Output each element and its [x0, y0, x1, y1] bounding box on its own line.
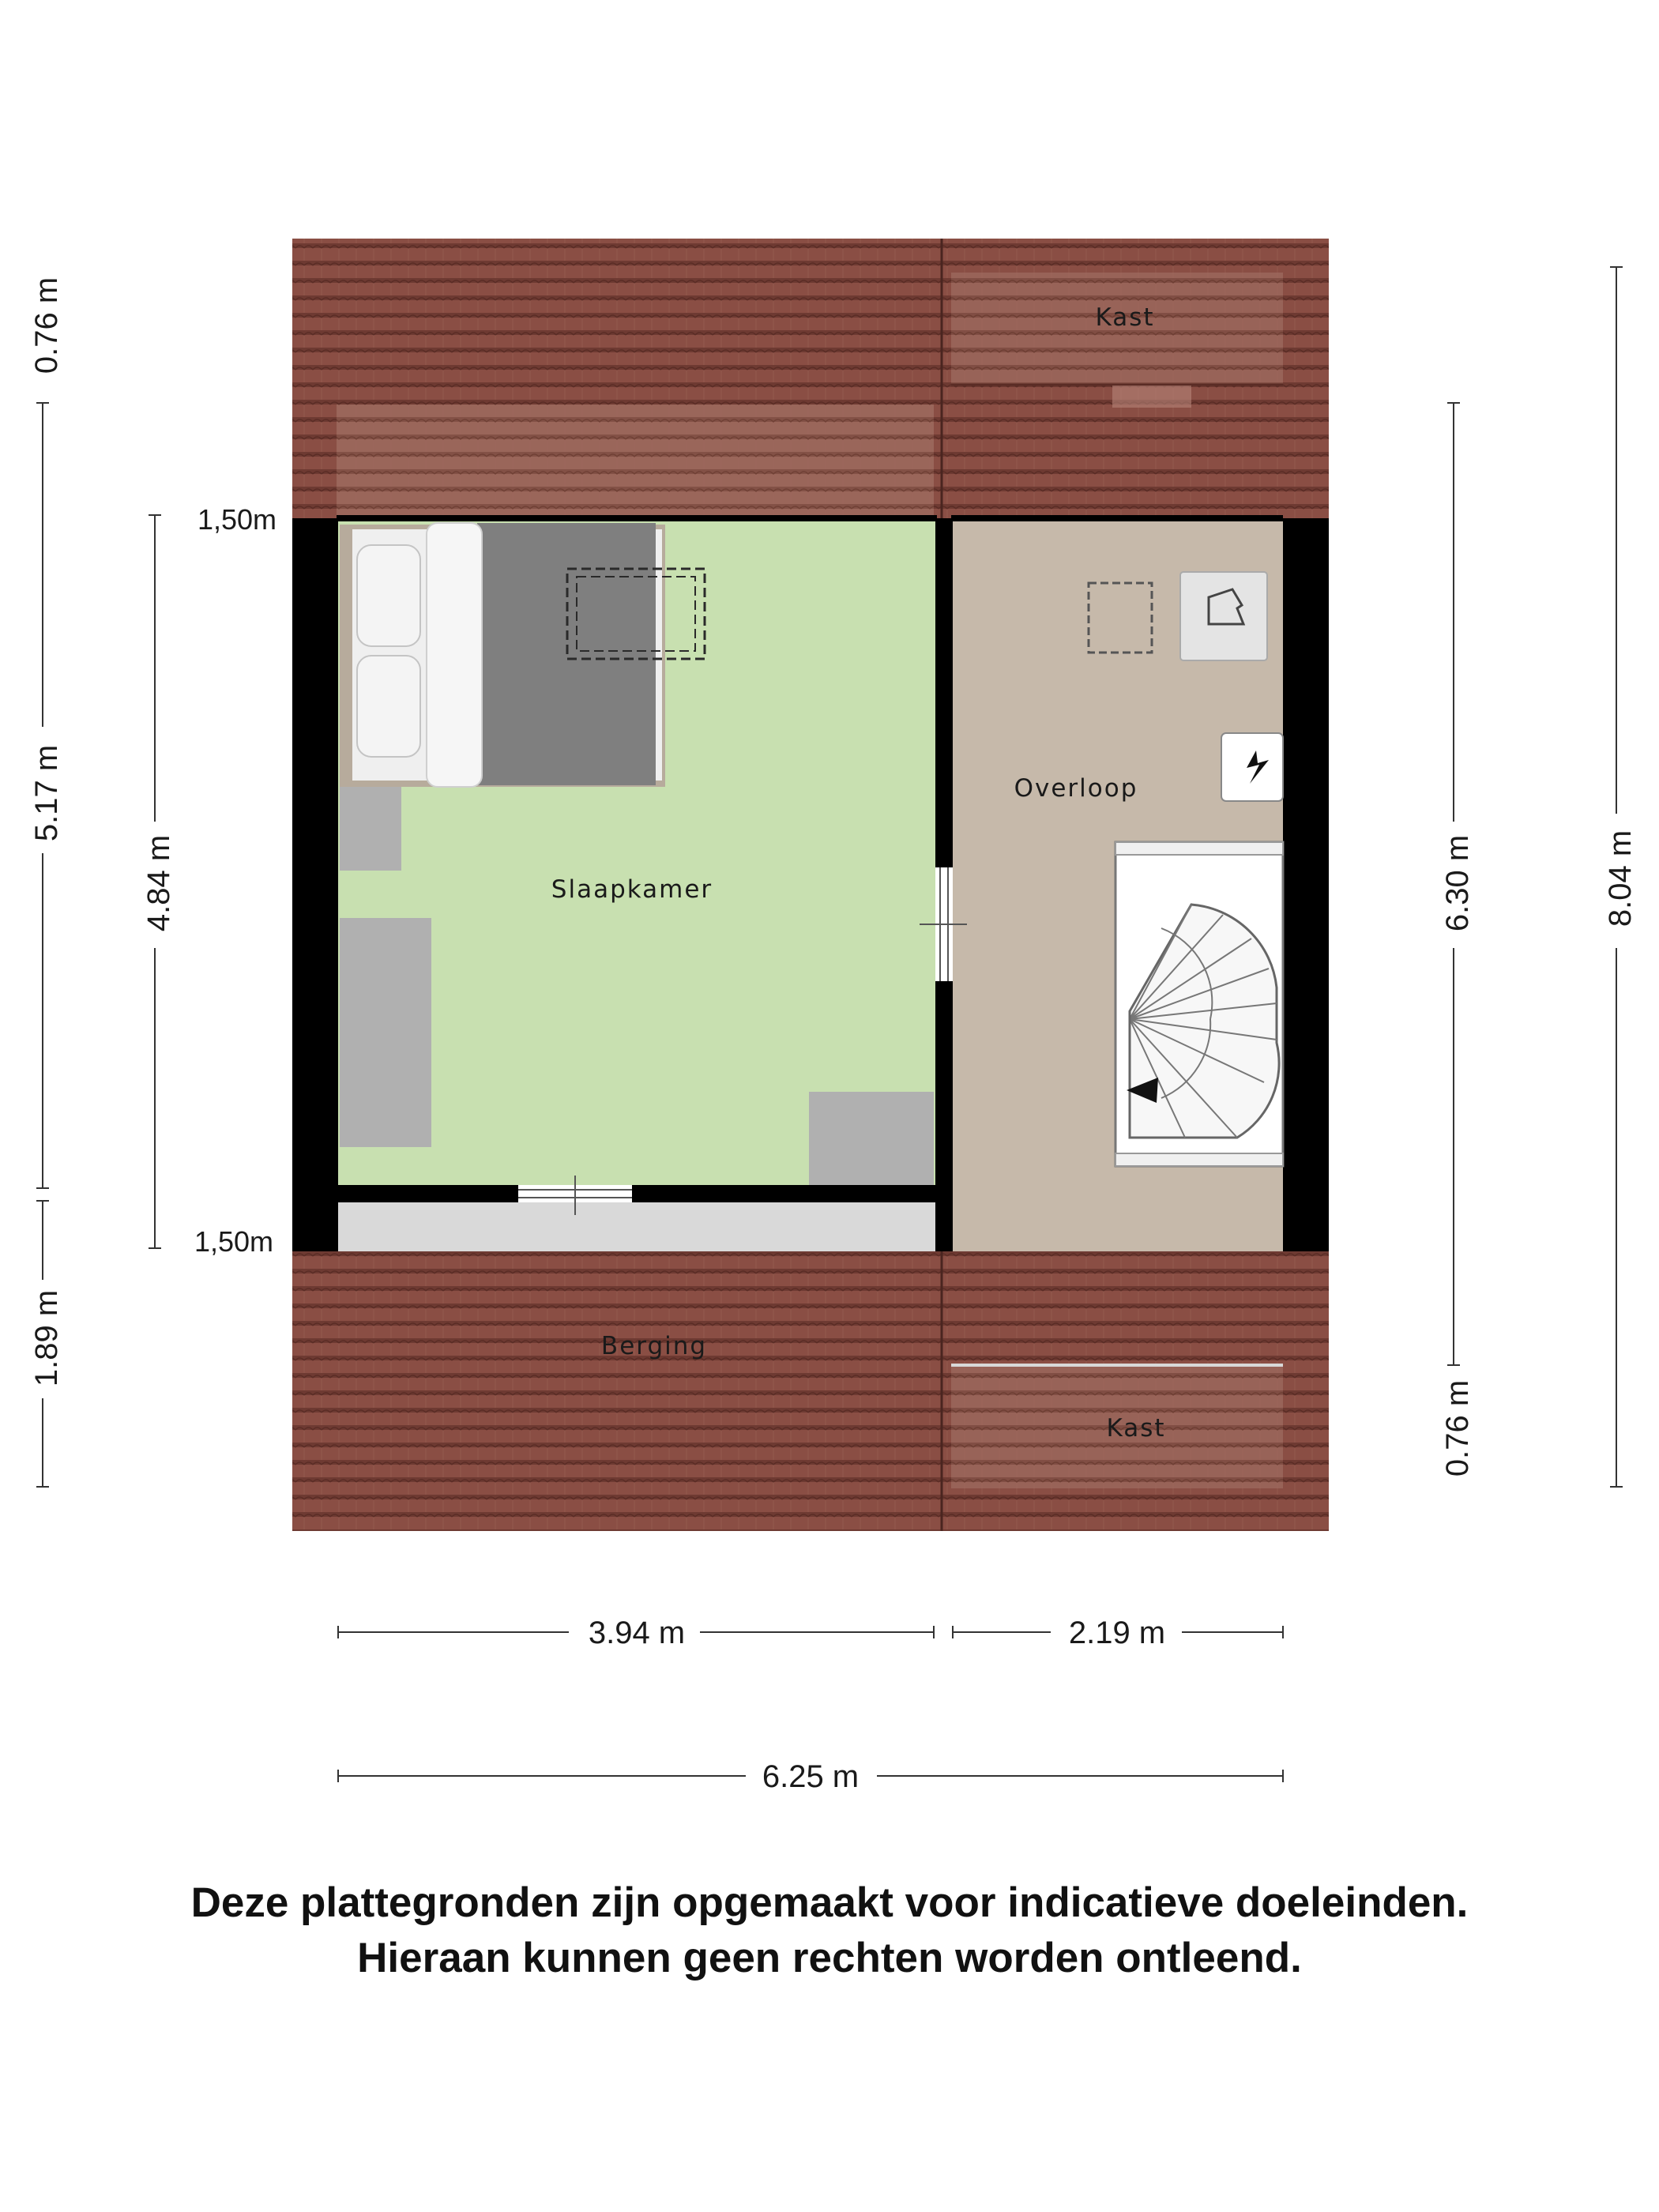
wall-top-bedroom [337, 515, 937, 521]
dim-left-bottom: 1.89 m [29, 1289, 64, 1387]
height-bottom: 1,50m [194, 1225, 273, 1258]
bed [340, 523, 705, 787]
boiler [1221, 733, 1283, 801]
height-top: 1,50m [197, 503, 276, 536]
dim-right-bottom: 0.76 m [1440, 1379, 1475, 1477]
dim-left-top: 0.76 m [29, 276, 64, 374]
disclaimer-line-1: Deze plattegronden zijn opgemaakt voor indicatieve doeleinden. [190, 1879, 1469, 1926]
staircase [1115, 842, 1283, 1166]
label-overloop: Overloop [1014, 774, 1138, 803]
roof-band-top-left [337, 404, 934, 517]
nightstand [340, 787, 401, 871]
wall-top-landing [951, 515, 1283, 521]
dim-bottom-right: 2.19 m [1068, 1616, 1166, 1650]
dim-right-main: 6.30 m [1440, 834, 1475, 932]
label-kast-top: Kast [1095, 303, 1155, 332]
dim-inner-left: 4.84 m [141, 834, 176, 932]
wall-bedroom-bottom [337, 1185, 937, 1202]
dim-right-total: 8.04 m [1603, 830, 1638, 927]
disclaimer-line-2: Hieraan kunnen geen rechten worden ontleend. [357, 1935, 1302, 1981]
label-kast-bottom: Kast [1106, 1414, 1166, 1443]
berging-strip [338, 1202, 935, 1251]
desk [340, 918, 431, 1147]
dim-left-middle: 5.17 m [29, 744, 64, 842]
label-berging: Berging [600, 1332, 708, 1360]
cabinet [809, 1092, 934, 1185]
wall-right [1283, 518, 1329, 1251]
wall-left [292, 518, 338, 1251]
hatch-top [1112, 386, 1191, 408]
dim-bottom-left: 3.94 m [588, 1616, 686, 1650]
label-slaapkamer: Slaapkamer [551, 875, 713, 904]
washing-machine [1180, 572, 1267, 660]
dim-bottom-total: 6.25 m [762, 1759, 860, 1794]
